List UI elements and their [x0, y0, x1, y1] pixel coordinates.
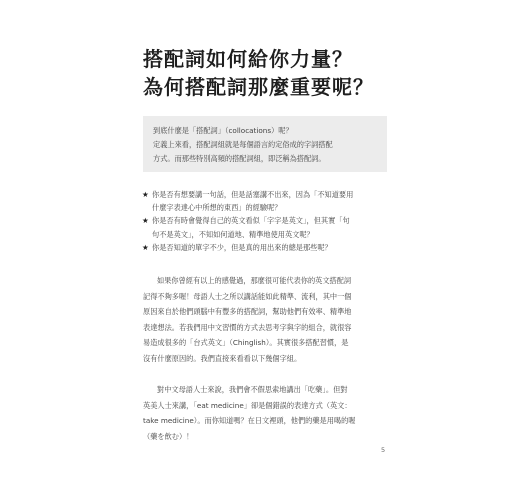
- page-number: 5: [381, 446, 386, 454]
- star-bullet-icon: ★: [142, 242, 149, 252]
- callout-question: 到底什麼是「搭配詞」（collocations）呢？: [153, 126, 293, 135]
- star-bullet-icon: ★: [142, 190, 149, 199]
- body-paragraph-1: [143, 273, 390, 367]
- callout-answer-line-2: 方式。而那些特別高頻的搭配詞組，即泛稱為搭配詞。: [153, 154, 326, 163]
- bullet-text-line: 你是否知道的單字不少，但是真的用出來的總是那些呢？: [152, 242, 332, 252]
- paragraph-line: 沒有什麼原因的。我們直接來看看以下幾個字組。: [143, 353, 302, 363]
- page-title: [143, 45, 374, 101]
- definition-callout-box: [143, 116, 387, 172]
- paragraph-line: （藥を飲む）！: [143, 431, 194, 441]
- paragraph-line: 易造成很多的「台式英文」（Chinglish）。其實很多搭配習慣，是: [143, 338, 349, 348]
- callout-answer-line-1: 定義上來看，搭配詞組就是每個語言約定俗成的字詞搭配: [153, 140, 333, 149]
- paragraph-line: 表達想法。若我們用中文習慣的方式去思考字與字的組合，就很容: [143, 322, 352, 332]
- bullet-text-line: 什麼字表達心中所想的東西」的經驗呢？: [152, 203, 282, 213]
- title-line-2: 為何搭配詞那麼重要呢？: [143, 75, 374, 99]
- paragraph-line: 記得不夠多喔！母語人士之所以講話能如此精準、流利，其中一個: [143, 291, 352, 301]
- bullet-item: [142, 188, 392, 214]
- title-line-1: 搭配詞如何給你力量？: [143, 47, 353, 71]
- question-bullet-list: [142, 188, 392, 254]
- bullet-item: [142, 241, 392, 254]
- body-paragraph-2: [143, 382, 390, 444]
- paragraph-line: 如果你曾經有以上的感覺過，那麼很可能代表你的英文搭配詞: [157, 276, 352, 285]
- bullet-text-line: 句不是英文」，不知如何道地、精準地使用英文呢？: [152, 229, 314, 239]
- bullet-item: [142, 214, 392, 240]
- paragraph-line: take medicine）。而你知道嗎？在日文裡頭，他們的藥是用喝的喔: [143, 416, 356, 426]
- paragraph-line: 英美人士來講，「eat medicine」卻是個錯誤的表達方式（英文：: [143, 400, 352, 410]
- star-bullet-icon: ★: [142, 216, 149, 226]
- paragraph-line: 對中文母語人士來說，我們會不假思索地講出「吃藥」。但對: [157, 385, 348, 394]
- paragraph-line: 原因來自於他們頭腦中有豐多的搭配詞，幫助他們有效率、精準地: [143, 307, 352, 317]
- bullet-text-line: 你是否有想要講一句話，但是話塞講不出來，因為「不知道要用: [152, 190, 354, 199]
- bullet-text-line: 你是否有時會覺得自己的英文看似「字字是英文」，但其實「句: [152, 216, 350, 226]
